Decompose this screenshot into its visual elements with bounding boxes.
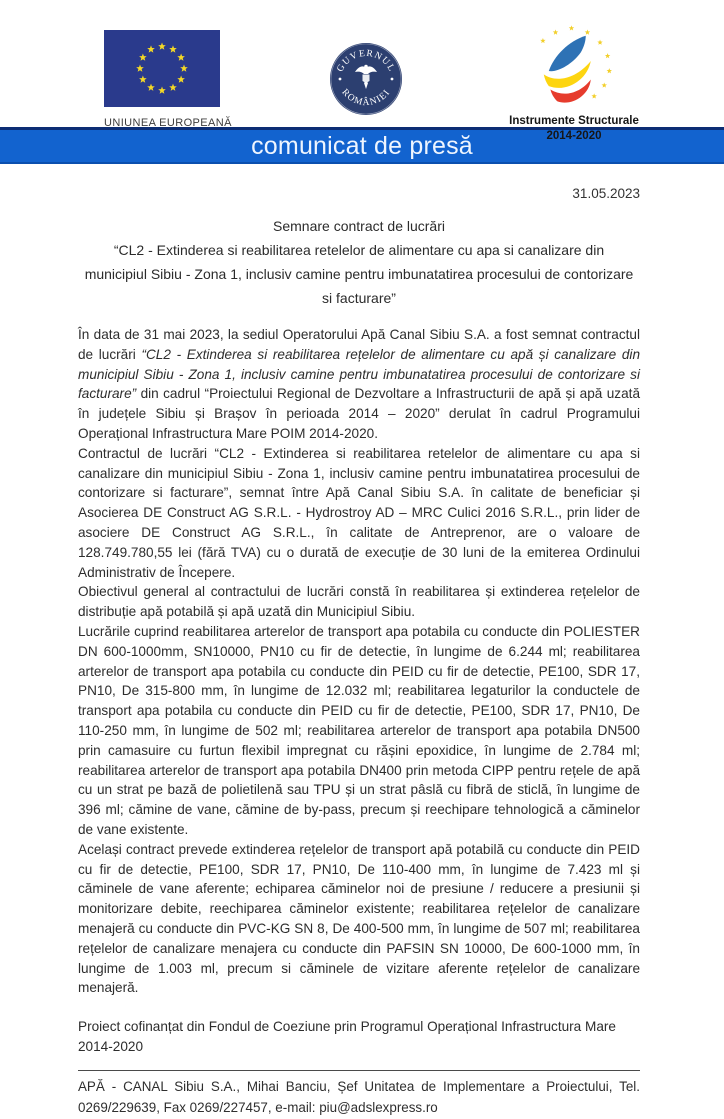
- document-date: 31.05.2023: [572, 186, 640, 201]
- document-title: Semnare contract de lucrări: [273, 218, 445, 234]
- paragraph-1: [78, 325, 640, 444]
- document-title-block: [78, 214, 640, 310]
- paragraph-2: Contractul de lucrări “CL2 - Extinderea si reabilitarea retelelor de alimentare cu apa si canalizare din municipiul Sibiu - Zona 1, inclusiv camine pentru imbunatatirea procesului de contorizare si facturare”, semnat între Apă Canal Sibiu S.A. în calitate de beneficiar și Asocierea DE Construct AG S.R.L. - Hydrostroy AD – MRC Culici 2016 S.R.L., prin lider de asociere DE Construct AG S.R.L., în calitate de Antreprenor, are o valoare de 128.749.780,55 lei (fără TVA) cu o durată de execuție de 30 luni de la emiterea Ordinului Administrativ de Începere.: [78, 445, 640, 580]
- paragraph-1-pre: În data de 31 mai 2023, la sediul Operatorului Apă Canal Sibiu S.A. a fost semnat contractul de lucrări: [78, 327, 640, 362]
- paragraph-3: Obiectivul general al contractului de lucrări constă în reabilitarea și extinderea rețelelor de distribuție apă potabilă și apă uzată din Municipiul Sibiu.: [78, 584, 640, 620]
- document-content: [0, 186, 724, 1119]
- document-body: [78, 325, 640, 998]
- instrumente-structurale-logo: [498, 24, 650, 143]
- header-logos: [0, 0, 724, 142]
- press-banner-title: comunicat de presă: [251, 131, 473, 160]
- paragraph-4: Lucrările cuprind reabilitarea arterelor de transport apa potabila cu conducte din POLIESTER DN 600-1000mm, SN10000, PN10 cu fir de detectie, în lungime de 6.244 ml; reabilitarea arterelor de transport apa potabila cu conducte din PEID cu fir de detectie, PE100, SDR 17, PN10, De 315-800 mm, în lungime de 12.032 ml; reabilitarea legaturilor la conductele de transport apa potabila cu conducte din PEID cu fir de detectie, PE100, SDR 17, PN10, De 110-250 mm, în lungime de 502 ml; reabilitarea arterelor de transport apa potabila DN500 prin camasuire cu furtun flexibil impregnat cu rășini epoxidice, în lungime de 2.784 ml; reabilitarea arterelor de transport apa potabila DN400 prin metoda CIPP pentru rețele de apă cu un strat pe bază de polietilenă sau TPU și un strat pâslă cu fibră de sticlă, în lungime de 396 ml; cămine de vane, cămine de by-pass, precum și reechipare tehnologică a căminelor de vane existente.: [78, 623, 640, 837]
- footer-separator: [78, 1070, 640, 1071]
- paragraph-5: Același contract prevede extinderea rețelelor de transport apă potabilă cu conducte din PEID cu fir de detectie, PE100, SDR 17, PN10, De 110-400 mm, în lungime de 7.423 ml și căminele de vane aferente; echiparea căminelor noi de presiune / reducere a presiunii și monitorizare debite, reechiparea căminelor existente; reabilitarea rețelelor de canalizare menajeră cu conducte din PVC-KG SN 8, De 400-500 mm, în lungime de 507 ml; reabilitarea rețelelor de canalizare menajera cu conducte din PAFSIN SN 10000, De 600-1000 mm, în lungime de 1.003 ml, precum si căminele de vizitare aferente rețelelor de canalizare menajeră.: [78, 841, 640, 996]
- funding-note: Proiect cofinanțat din Fondul de Coeziune prin Programul Operațional Infrastructura Mare 2014-2020: [78, 1019, 616, 1054]
- eu-flag-caption: UNIUNEA EUROPEANĂ: [104, 117, 232, 129]
- government-seal-logo: [328, 41, 404, 122]
- is-caption-line2: 2014-2020: [546, 130, 602, 142]
- footer-contact: APĂ - CANAL Sibiu S.A., Mihai Banciu, Șef Unitatea de Implementare a Proiectului, Tel. 0269/229639, Fax 0269/227457, e-mail: piu@adslexpress.ro: [78, 1078, 640, 1116]
- eu-flag-logo: [104, 30, 232, 129]
- paragraph-1-post: din cadrul “Proiectului Regional de Dezvoltare a Infrastructurii de apă și apă uzată în județele Sibiu și Brașov în perioada 2014 – 2020” derulat în cadrul Programului Operațional Infrastructura Mare POIM 2014-2020.: [78, 386, 640, 441]
- seal-arc-bottom-text: ROMÂNIEI: [339, 87, 393, 109]
- seal-arc-top-text: GUVERNUL: [335, 48, 397, 74]
- is-caption-line1: Instrumente Structurale: [509, 115, 639, 127]
- government-seal-icon: [328, 41, 404, 117]
- document-subtitle: “CL2 - Extinderea si reabilitarea retelelor de alimentare cu apa si canalizare din municipiul Sibiu - Zona 1, inclusiv camine pentru imbunatatirea procesului de contorizare si facturare”: [84, 242, 634, 306]
- instrumente-structurale-icon: [504, 24, 644, 108]
- eu-flag-icon: [104, 30, 220, 107]
- paragraph-1-contract-title: “CL2 - Extinderea si reabilitarea rețelelor de alimentare cu apă și canalizare din municipiul Sibiu - Zona 1, inclusiv camine pentru imbunatatirea procesului de contorizare si facturare”: [78, 346, 641, 402]
